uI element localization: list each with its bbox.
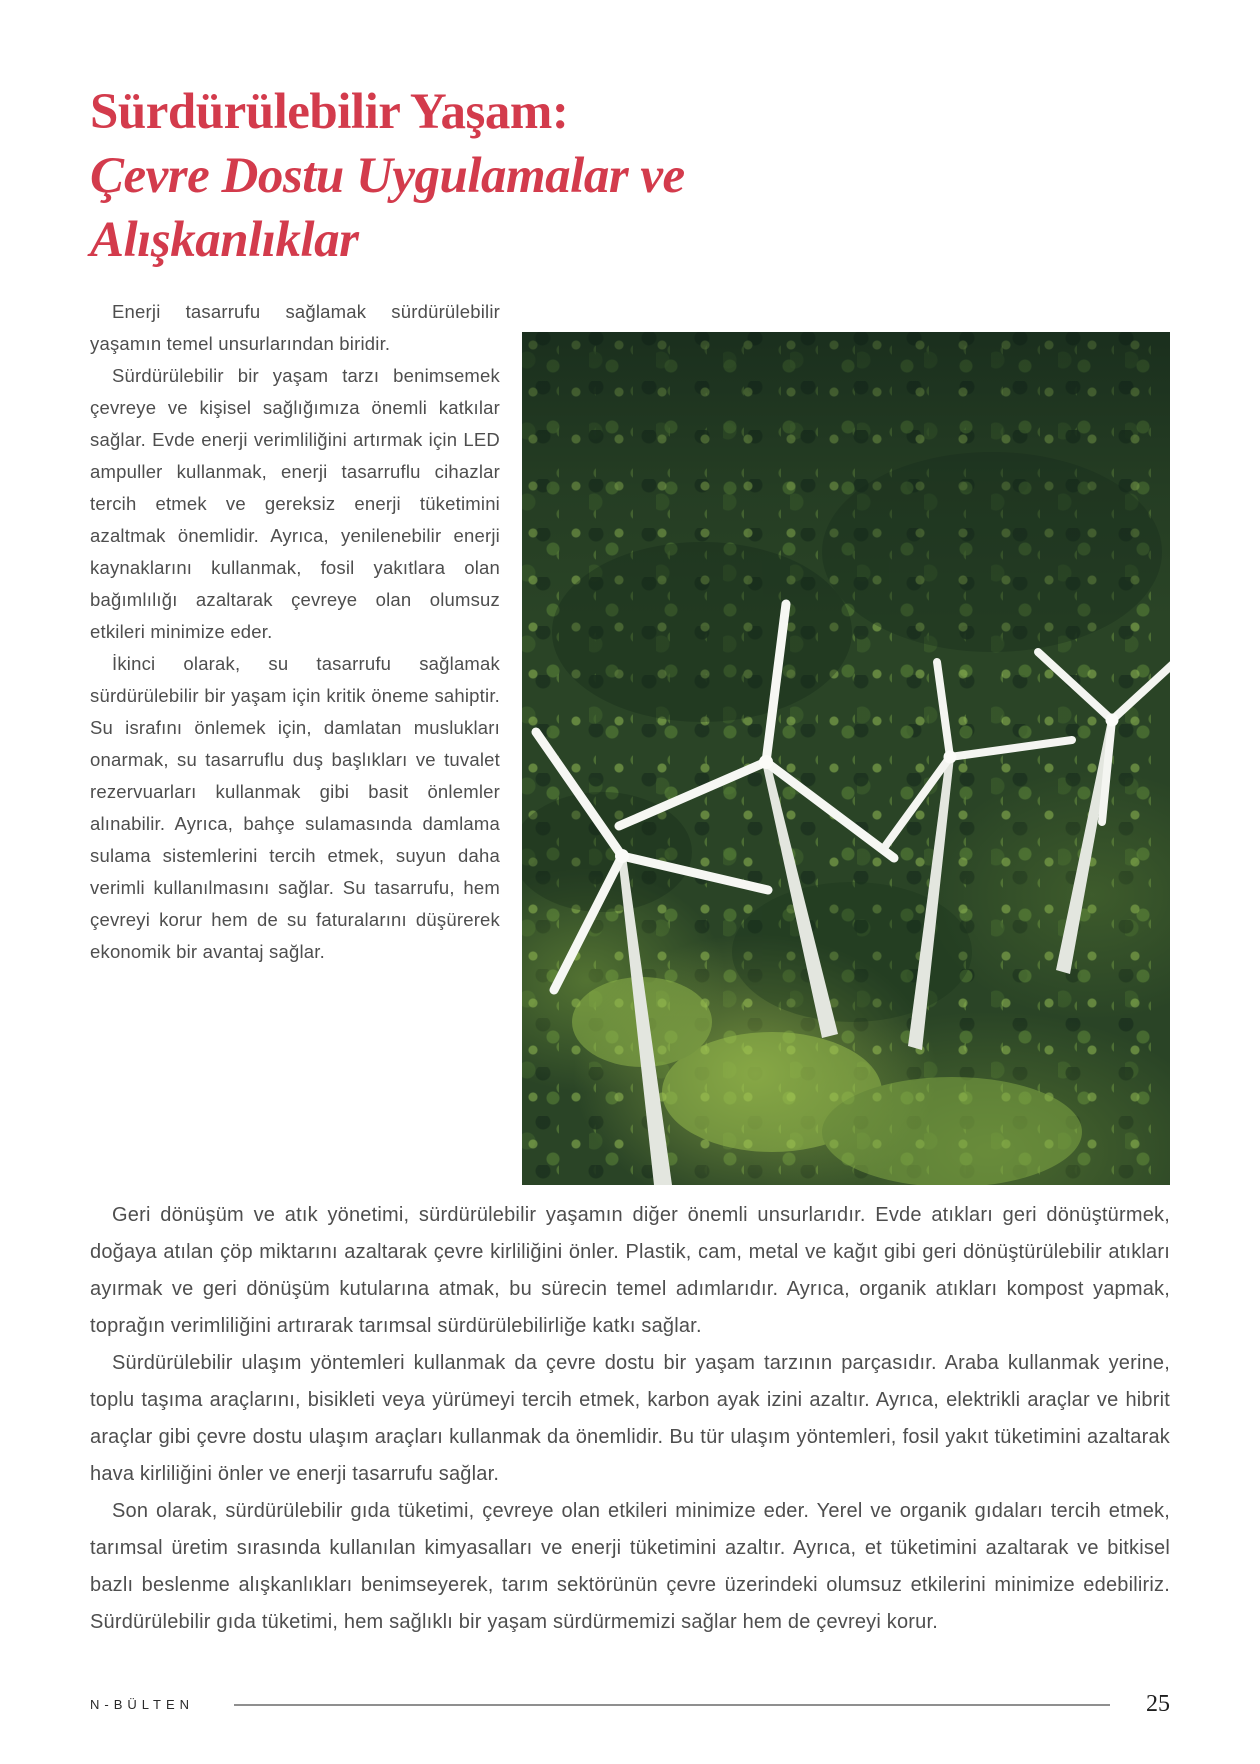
page-footer: [90, 1691, 1170, 1718]
newsletter-brand: N-BÜLTEN: [90, 1697, 195, 1712]
paragraph-recycling: Geri dönüşüm ve atık yönetimi, sürdürülebilir yaşamın diğer önemli unsurlarıdır. Evde atıkları geri dönüştürmek, doğaya atılan çöp miktarını azaltarak çevre kirliliğini önler. Plastik, cam, metal ve kağıt gibi geri dönüştürülebilir atıkları ayırmak ve geri dönüşüm kutularına atmak, bu sürecin temel adımlarıdır. Ayrıca, organik atıkları kompost yapmak, toprağın verimliliğini artırarak tarımsal sürdürülebilirliğe katkı sağlar.: [90, 1204, 1170, 1337]
page-number: 25: [1146, 1691, 1170, 1717]
paragraph-energy-detail: Sürdürülebilir bir yaşam tarzı benimsemek çevreye ve kişisel sağlığımıza önemli katkılar sağlar. Evde enerji verimliliğini artırmak için LED ampuller kullanmak, enerji tasarruflu cihazlar tercih etmek ve gereksiz enerji tüketimini azaltmak önemlidir. Ayrıca, yenilenebilir enerji kaynaklarını kullanmak, fosil yakıtlara olan bağımlılığı azaltarak çevreye olan olumsuz etkileri minimize eder.: [90, 365, 500, 642]
paragraph-transport: Sürdürülebilir ulaşım yöntemleri kullanmak da çevre dostu bir yaşam tarzının parçasıdır. Araba kullanmak yerine, toplu taşıma araçlarını, bisikleti veya yürümeyi tercih etmek, karbon ayak izini azaltır. Ayrıca, elektrikli araçlar ve hibrit araçlar gibi çevre dostu ulaşım araçları kullanmak da önemlidir. Bu tür ulaşım yöntemleri, fosil yakıt tüketimini azaltarak hava kirliliğini önler ve enerji tasarrufu sağlar.: [90, 1352, 1170, 1485]
page-title: [90, 80, 1170, 272]
article-left-column: [90, 296, 500, 968]
paragraph-energy-intro: Enerji tasarrufu sağlamak sürdürülebilir yaşamın temel unsurlarından biridir.: [90, 301, 500, 354]
paragraph-water: İkinci olarak, su tasarrufu sağlamak sürdürülebilir bir yaşam için kritik öneme sahiptir. Su israfını önlemek için, damlatan muslukları onarmak, su tasarruflu duş başlıkları ve tuvalet rezervuarları kullanmak gibi basit önlemler alınabilir. Ayrıca, bahçe sulamasında damlama sulama sistemlerini tercih etmek, suyun daha verimli kullanılmasını sağlar. Su tasarrufu, hem çevreyi korur hem de su faturalarını düşürerek ekonomik bir avantaj sağlar.: [90, 653, 500, 962]
page-title-line2: Çevre Dostu Uygulamalar ve: [90, 148, 685, 204]
article-full-width-section: [90, 1197, 1170, 1641]
paragraph-food: Son olarak, sürdürülebilir gıda tüketimi, çevreye olan etkileri minimize eder. Yerel ve organik gıdaları tercih etmek, tarımsal üretim sırasında kullanılan kimyasalları ve enerji tüketimini azaltır. Ayrıca, et tüketimini azaltarak ve bitkisel bazlı beslenme alışkanlıkları benimseyerek, tarım sektörünün çevre üzerindeki olumsuz etkilerini minimize edebiliriz. Sürdürülebilir gıda tüketimi, hem sağlıklı bir yaşam sürdürmemizi sağlar hem de çevreyi korur.: [90, 1500, 1170, 1633]
two-column-section: [90, 296, 1170, 1185]
forest-wind-turbines-photo: [522, 332, 1170, 1185]
wind-turbine-icon: [1038, 652, 1170, 974]
footer-divider: [234, 1704, 1110, 1706]
page-title-line1: Sürdürülebilir Yaşam:: [90, 84, 569, 140]
wind-turbines-graphic: [522, 332, 1170, 1185]
page-title-line3: Alışkanlıklar: [90, 212, 359, 268]
